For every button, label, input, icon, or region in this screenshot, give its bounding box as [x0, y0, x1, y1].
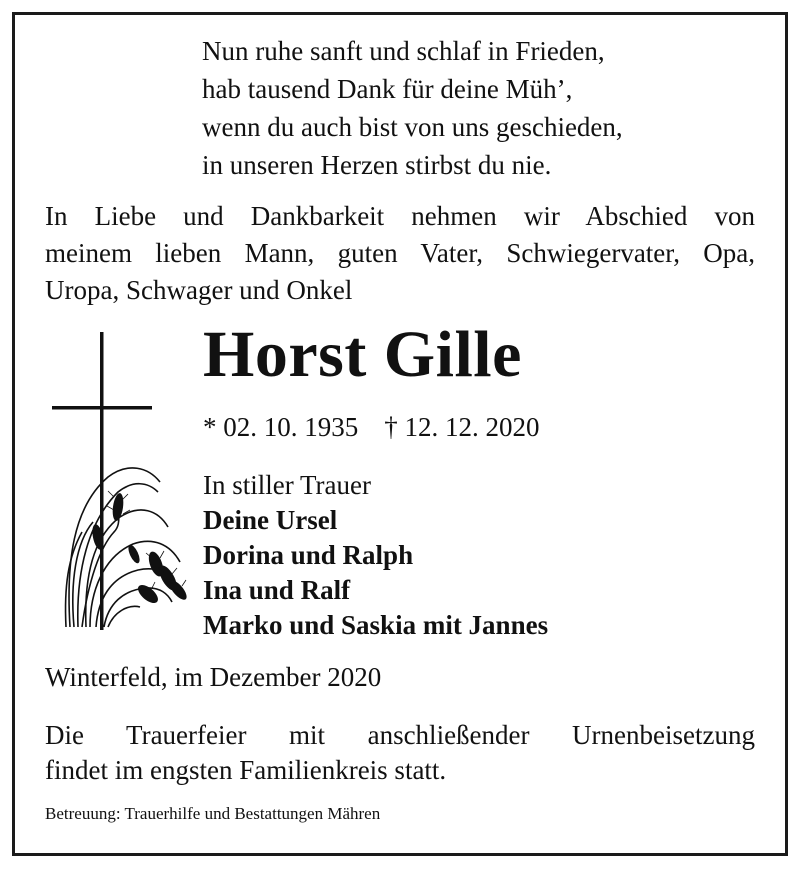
mourner-name: Marko und Saskia mit Jannes — [203, 610, 549, 640]
place-and-date: Winterfeld, im Dezember 2020 — [45, 662, 382, 692]
deceased-name: Horst Gille — [203, 318, 522, 391]
poem — [202, 32, 623, 184]
death-date: † 12. 12. 2020 — [384, 412, 540, 442]
mourner-name: Ina und Ralf — [203, 575, 351, 605]
poem-line: in unseren Herzen stirbst du nie. — [202, 150, 552, 180]
funeral-director-credit: Betreuung: Trauerhilfe und Bestattungen Mähren — [45, 804, 381, 823]
intro-text — [45, 198, 755, 309]
funeral-line: findet im engsten Familienkreis statt. — [45, 755, 447, 785]
mourner-name: Deine Ursel — [203, 505, 338, 535]
life-dates — [203, 410, 540, 444]
cross-with-grasses-icon — [48, 332, 208, 632]
intro-line: In Liebe und Dankbarkeit nehmen wir Abschied von — [45, 201, 755, 231]
funeral-notice — [45, 718, 755, 788]
mourner-name: Dorina und Ralph — [203, 540, 414, 570]
mourners-heading: In stiller Trauer — [203, 470, 371, 500]
mourners-block — [203, 468, 548, 643]
poem-line: hab tausend Dank für deine Müh’, — [202, 74, 573, 104]
intro-line: meinem lieben Mann, guten Vater, Schwiegervater, Opa, — [45, 238, 755, 268]
poem-line: Nun ruhe sanft und schlaf in Frieden, — [202, 36, 605, 66]
poem-line: wenn du auch bist von uns geschieden, — [202, 112, 623, 142]
funeral-line: Die Trauerfeier mit anschließender Urnenbeisetzung — [45, 720, 755, 750]
intro-line: Uropa, Schwager und Onkel — [45, 275, 353, 305]
birth-date: * 02. 10. 1935 — [203, 412, 359, 442]
